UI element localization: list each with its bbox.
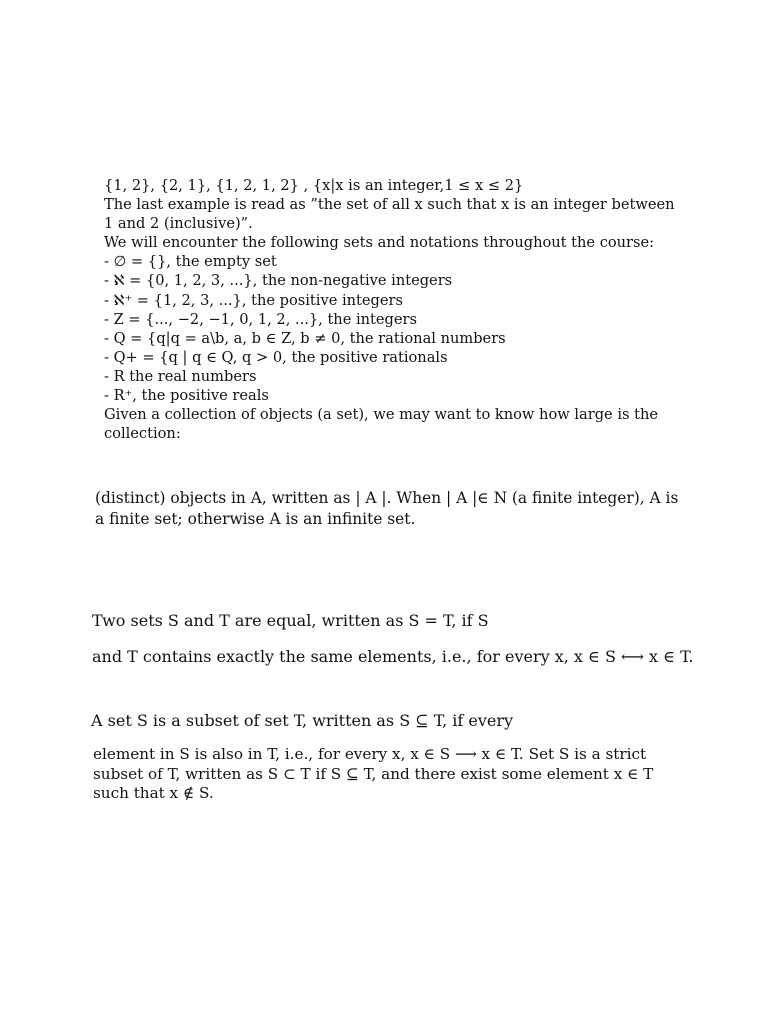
strict-subset-line: subset of T, written as S ⊂ T if S ⊆ T, and there exist some element x ∈ T [93, 764, 654, 783]
collection-size-line: Given a collection of objects (a set), we may want to know how large is the [104, 406, 659, 424]
set-equality-condition-line: and T contains exactly the same elements, i.e., for every x, x ∈ S ⟷ x ∈ T. [92, 647, 694, 666]
positive-rationals-item: - Q+ = {q | q ∈ Q, q > 0, the positive rationals [104, 348, 448, 366]
cardinality-paragraph [95, 488, 678, 530]
subset-condition-line: element in S is also in T, i.e., for every x, x ∈ S ⟶ x ∈ T. Set S is a strict [93, 745, 647, 763]
subset-definition [91, 710, 513, 732]
example-reading-line: The last example is read as ”the set of all x such that x is an integer between [104, 196, 675, 214]
cardinality-line: (distinct) objects in A, written as | A |. When | A |∈ N (a finite integer), A is [95, 489, 679, 507]
collection-size-line-cont: collection: [104, 425, 181, 443]
real-numbers-item: - R the real numbers [104, 367, 257, 385]
set-examples-line: {1, 2}, {2, 1}, {1, 2, 1, 2} , {x|x is an integer,1 ≤ x ≤ 2} [104, 177, 524, 194]
empty-set-item: - ∅ = {}, the empty set [104, 253, 277, 271]
notations-intro-line: We will encounter the following sets and notations throughout the course: [104, 234, 655, 252]
strict-subset-paragraph [93, 745, 653, 804]
rational-numbers-item: - Q = {q|q = a\b, a, b ∈ Z, b ≠ 0, the rational numbers [104, 329, 506, 347]
set-equality-definition [92, 610, 489, 632]
positive-reals-item: - R⁺, the positive reals [104, 387, 269, 405]
strict-subset-line-cont: such that x ∉ S. [93, 784, 214, 802]
sets-notation-block [104, 176, 675, 443]
set-equality-line: Two sets S and T are equal, written as S = T, if S [92, 611, 489, 630]
set-equality-condition [92, 646, 693, 668]
subset-definition-line: A set S is a subset of set T, written as S ⊆ T, if every [91, 711, 514, 730]
example-reading-line-cont: 1 and 2 (inclusive)”. [104, 215, 253, 233]
integers-item: - Z = {..., −2, −1, 0, 1, 2, ...}, the integers [104, 310, 417, 328]
non-negative-integers-item: - ℵ = {0, 1, 2, 3, ...}, the non-negative integers [104, 272, 453, 290]
positive-integers-item: - ℵ⁺ = {1, 2, 3, ...}, the positive integers [104, 291, 403, 309]
cardinality-line-cont: a finite set; otherwise A is an infinite set. [95, 510, 416, 528]
